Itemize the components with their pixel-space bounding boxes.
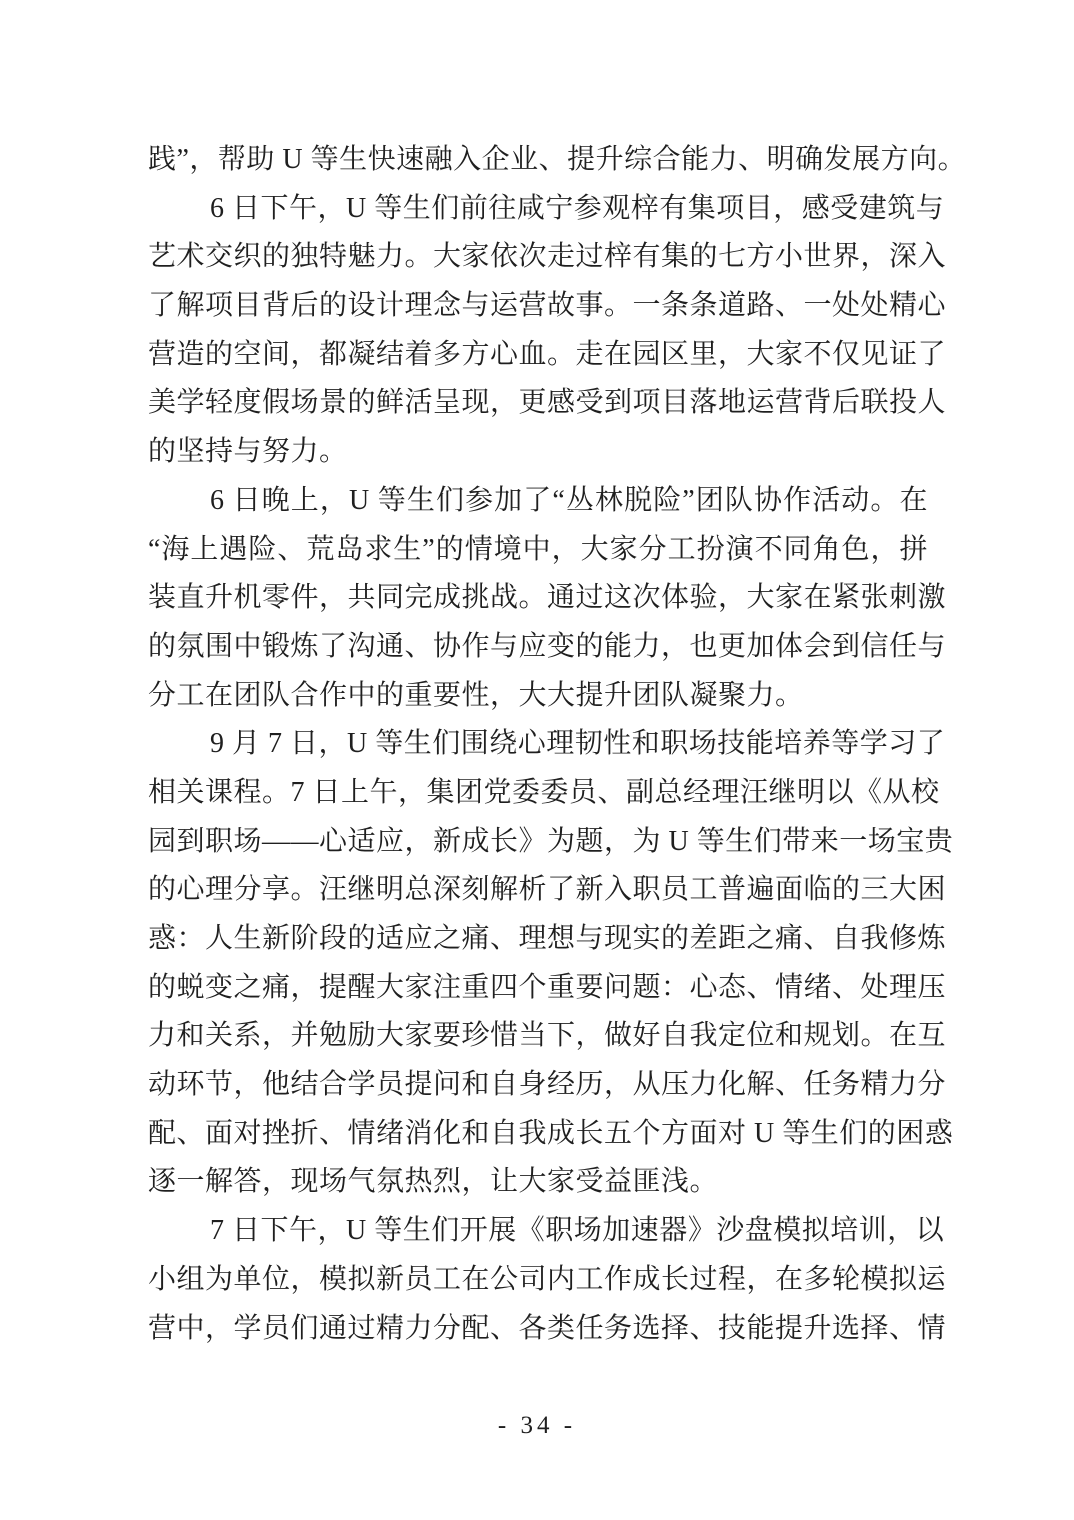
text-line: 逐一解答，现场气氛热烈，让大家受益匪浅。 bbox=[148, 1166, 719, 1198]
text-line: 相关课程。7 日上午，集团党委委员、副总经理汪继明以《从校 bbox=[148, 776, 940, 808]
body-text bbox=[148, 136, 967, 1353]
text-line: 动环节，他结合学员提问和自身经历，从压力化解、任务精力分 bbox=[148, 1069, 947, 1101]
text-line: 6 日晚上，U 等生们参加了“丛林脱险”团队协作活动。在 bbox=[210, 484, 928, 516]
page-footer bbox=[0, 1412, 1074, 1440]
text-line: 美学轻度假场景的鲜活呈现，更感受到项目落地运营背后联投人 bbox=[148, 387, 947, 419]
text-line: 配、面对挫折、情绪消化和自我成长五个方面对 U 等生们的困惑 bbox=[148, 1117, 954, 1149]
text-line: 装直升机零件，共同完成挑战。通过这次体验，大家在紧张刺激 bbox=[148, 582, 947, 614]
text-line: 园到职场——心适应，新成长》为题，为 U 等生们带来一场宝贵 bbox=[148, 825, 954, 857]
text-line: 的氛围中锻炼了沟通、协作与应变的能力，也更加体会到信任与 bbox=[148, 630, 947, 662]
text-line: 7 日下午，U 等生们开展《职场加速器》沙盘模拟培训，以 bbox=[210, 1215, 945, 1247]
text-line: 的坚持与努力。 bbox=[148, 436, 348, 468]
text-line: 6 日下午，U 等生们前往咸宁参观梓有集项目，感受建筑与 bbox=[210, 192, 945, 224]
text-line: “海上遇险、荒岛求生”的情境中，大家分工扮演不同角色，拼 bbox=[148, 533, 928, 565]
text-line: 的蜕变之痛，提醒大家注重四个重要问题：心态、情绪、处理压 bbox=[148, 971, 947, 1003]
text-line: 分工在团队合作中的重要性，大大提升团队凝聚力。 bbox=[148, 679, 804, 711]
text-line: 艺术交织的独特魅力。大家依次走过梓有集的七方小世界，深入 bbox=[148, 241, 947, 273]
text-line: 小组为单位，模拟新员工在公司内工作成长过程，在多轮模拟运 bbox=[148, 1263, 947, 1295]
text-line: 营中，学员们通过精力分配、各类任务选择、技能提升选择、情 bbox=[148, 1312, 947, 1344]
text-line: 了解项目背后的设计理念与运营故事。一条条道路、一处处精心 bbox=[148, 290, 947, 322]
text-line: 9 月 7 日，U 等生们围绕心理韧性和职场技能培养等学习了 bbox=[210, 728, 946, 760]
text-line: 营造的空间，都凝结着多方心血。走在园区里，大家不仅见证了 bbox=[148, 338, 947, 370]
page-number: - 34 - bbox=[497, 1412, 577, 1439]
text-line: 惑：人生新阶段的适应之痛、理想与现实的差距之痛、自我修炼 bbox=[148, 923, 947, 954]
text-line: 践”，帮助 U 等生快速融入企业、提升综合能力、明确发展方向。 bbox=[148, 144, 967, 175]
text-line: 力和关系，并勉励大家要珍惜当下，做好自我定位和规划。在互 bbox=[148, 1020, 947, 1052]
text-line: 的心理分享。汪继明总深刻解析了新入职员工普遍面临的三大困 bbox=[148, 874, 947, 906]
